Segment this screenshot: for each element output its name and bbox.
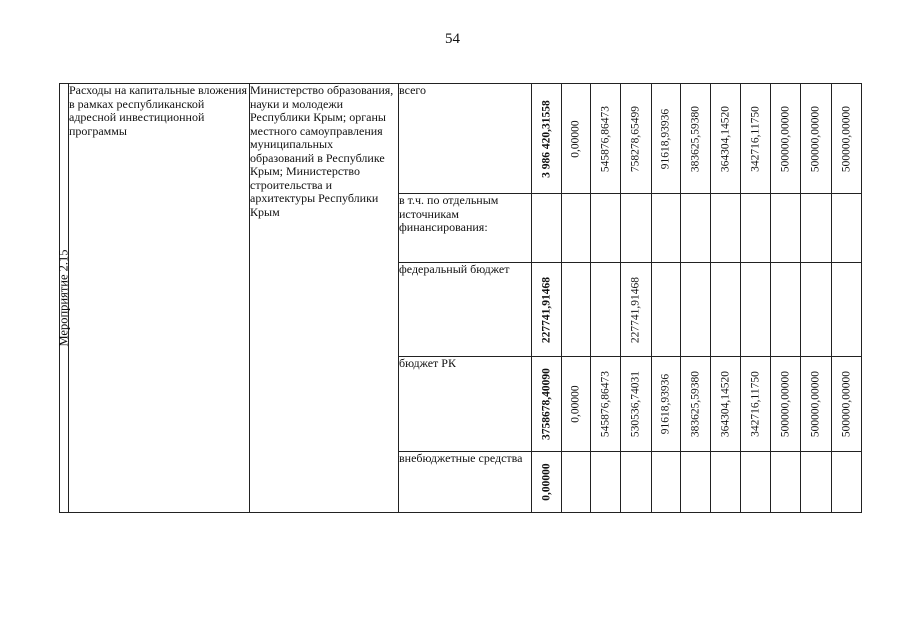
year-cell — [832, 452, 862, 513]
year-cell — [591, 84, 621, 194]
year-cell — [771, 263, 801, 357]
description-text: Расходы на капитальные вложения в рамках республиканской адресной инвестиционной программы — [69, 83, 248, 138]
year-cell — [621, 357, 652, 452]
year-cell — [652, 263, 681, 357]
year-cell — [741, 357, 771, 452]
executors-cell — [250, 84, 399, 513]
year-value: 545876,86473 — [598, 370, 611, 438]
year-cell — [652, 452, 681, 513]
year-cell — [652, 194, 681, 263]
year-value: 500000,00000 — [809, 105, 822, 172]
year-value: 545876,86473 — [598, 105, 611, 172]
year-cell — [652, 357, 681, 452]
year-cell — [562, 452, 591, 513]
year-cell — [562, 357, 591, 452]
year-cell — [832, 357, 862, 452]
measure-cell — [56, 84, 71, 513]
year-cell — [832, 194, 862, 263]
year-value: 500000,00000 — [839, 370, 852, 438]
year-value: 383625,59380 — [688, 105, 701, 172]
total-cell — [532, 263, 562, 357]
year-cell — [621, 194, 652, 263]
year-cell — [681, 357, 711, 452]
year-cell — [681, 194, 711, 263]
year-cell — [562, 194, 591, 263]
total-cell — [532, 452, 562, 513]
year-value: 530536,74031 — [629, 370, 642, 438]
year-cell — [711, 263, 741, 357]
year-cell — [652, 84, 681, 194]
year-cell — [621, 263, 652, 357]
year-cell — [801, 84, 832, 194]
executors-text: Министерство образования, науки и молодежи Республики Крым; органы местного самоуправления муниципальных образований в Республике Крым; Министерство строительства и архитектуры Республики Крым — [250, 83, 394, 219]
year-cell — [741, 84, 771, 194]
year-cell — [681, 263, 711, 357]
source-cell: в т.ч. по отдельным источникам финансирования: — [399, 194, 532, 263]
description-cell — [69, 84, 250, 513]
year-cell — [711, 194, 741, 263]
year-cell — [562, 263, 591, 357]
year-value: 91618,93936 — [659, 108, 672, 169]
year-cell — [621, 452, 652, 513]
year-cell — [711, 452, 741, 513]
year-cell — [591, 263, 621, 357]
year-value: 0,00000 — [569, 119, 582, 158]
year-cell — [741, 263, 771, 357]
year-cell — [621, 84, 652, 194]
year-cell — [562, 84, 591, 194]
year-value: 500000,00000 — [778, 370, 791, 438]
year-cell — [801, 194, 832, 263]
year-value: 364304,14520 — [718, 370, 731, 438]
year-cell — [741, 194, 771, 263]
page-number: 54 — [445, 31, 460, 47]
year-cell — [771, 194, 801, 263]
year-value: 383625,59380 — [688, 370, 701, 438]
year-value: 364304,14520 — [718, 105, 731, 172]
year-value: 500000,00000 — [778, 105, 791, 172]
year-value: 342716,11750 — [748, 371, 761, 437]
year-cell — [801, 357, 832, 452]
source-cell: всего — [399, 84, 532, 194]
year-value: 227741,91468 — [629, 276, 642, 343]
year-cell — [711, 84, 741, 194]
source-cell: бюджет РК — [399, 357, 532, 452]
source-cell: внебюджетные средства — [399, 452, 532, 513]
measure-label: Мероприятие 2.15 — [56, 249, 71, 347]
year-cell — [591, 194, 621, 263]
total-value: 3 986 420,31558 — [539, 99, 552, 178]
year-cell — [771, 357, 801, 452]
year-cell — [801, 263, 832, 357]
year-value: 342716,11750 — [748, 105, 761, 172]
table-row-total — [60, 84, 862, 194]
total-value: 0,00000 — [539, 463, 552, 501]
total-cell — [532, 84, 562, 194]
year-cell — [771, 84, 801, 194]
year-value: 500000,00000 — [839, 105, 852, 172]
total-value: 3758678,40090 — [539, 368, 552, 440]
budget-table — [56, 83, 862, 513]
year-value: 500000,00000 — [809, 370, 822, 438]
year-value: 758278,65499 — [629, 105, 642, 172]
total-cell — [532, 357, 562, 452]
year-cell — [711, 357, 741, 452]
year-value: 91618,93936 — [659, 373, 672, 435]
year-value: 0,00000 — [569, 385, 582, 423]
year-cell — [741, 452, 771, 513]
year-cell — [801, 452, 832, 513]
year-cell — [681, 84, 711, 194]
total-cell — [532, 194, 562, 263]
year-cell — [771, 452, 801, 513]
year-cell — [591, 452, 621, 513]
total-value: 227741,91468 — [539, 276, 552, 343]
year-cell — [681, 452, 711, 513]
year-cell — [591, 357, 621, 452]
source-cell: федеральный бюджет — [399, 263, 532, 357]
year-cell — [832, 263, 862, 357]
year-cell — [832, 84, 862, 194]
